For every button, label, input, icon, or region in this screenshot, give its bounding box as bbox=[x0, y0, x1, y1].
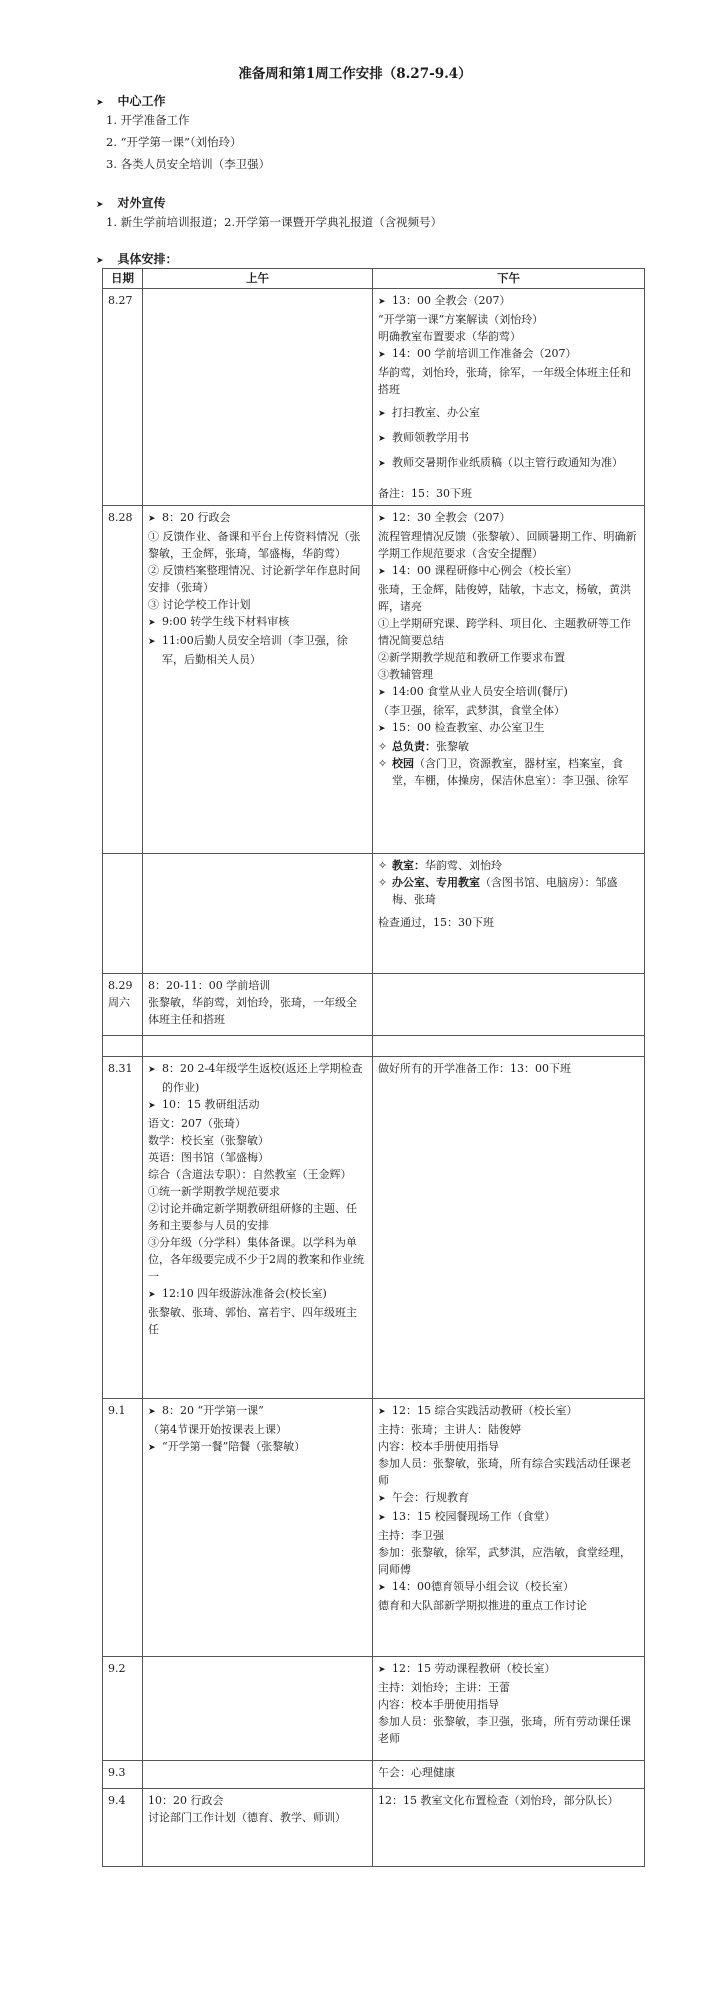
play-arrow-icon: ➤ bbox=[378, 724, 386, 734]
afternoon-item-text: 教师交暑期作业纸质稿（以主管行政通知为准） bbox=[392, 456, 623, 469]
morning-item: ① 反馈作业、备课和平台上传资料情况（张黎敏，王金辉，张琦，邹盛梅，华韵莺） bbox=[148, 530, 361, 560]
afternoon-item-text: （含图书馆、电脑房）：邹盛梅、张琦 bbox=[392, 876, 618, 906]
morning-item-text: 8：20 “开学第一课” bbox=[162, 1404, 264, 1417]
play-arrow-icon: ➤ bbox=[378, 434, 386, 444]
play-arrow-icon: ➤ bbox=[378, 688, 386, 698]
play-arrow-icon: ➤ bbox=[378, 350, 386, 360]
play-arrow-icon: ➤ bbox=[378, 297, 386, 307]
date-text: 8.29 bbox=[108, 979, 133, 992]
diamond-bullet-icon: ✧ bbox=[378, 757, 388, 770]
morning-cell bbox=[143, 1399, 373, 1657]
afternoon-item bbox=[378, 454, 639, 473]
afternoon-item: 12：15 教室文化布置检查（刘怡玲，部分队长） bbox=[378, 1794, 619, 1807]
diamond-bullet-icon: ✧ bbox=[378, 859, 388, 872]
afternoon-item: 张琦，王金辉，陆俊婷，陆敏，卞志文，杨敏，黄洪晖，诸亮 bbox=[378, 583, 631, 613]
play-arrow-icon: ➤ bbox=[148, 618, 156, 628]
morning-item-text: “开学第一餐”陪餐（张黎敏） bbox=[162, 1440, 306, 1453]
afternoon-item bbox=[378, 1508, 639, 1527]
section-heading-publicity: ➤ 对外宣传 bbox=[96, 196, 166, 210]
morning-cell bbox=[143, 974, 373, 1036]
morning-cell bbox=[143, 1789, 373, 1867]
morning-item: ③ 讨论学校工作计划 bbox=[148, 598, 251, 611]
afternoon-item-text: 午会：行规教育 bbox=[392, 1491, 469, 1504]
date-text: 8.28 bbox=[108, 511, 133, 524]
play-arrow-icon: ➤ bbox=[378, 1513, 386, 1523]
table-header-row bbox=[103, 269, 645, 289]
morning-item bbox=[148, 1060, 367, 1096]
afternoon-item bbox=[378, 1402, 639, 1421]
play-arrow-icon: ➤ bbox=[148, 1290, 156, 1300]
table-row bbox=[103, 1057, 645, 1399]
play-arrow-icon: ➤ bbox=[148, 637, 156, 647]
morning-item bbox=[148, 1285, 367, 1304]
afternoon-item bbox=[378, 683, 639, 702]
afternoon-item: 参加人员：张黎敏，李卫强，张琦，所有劳动课任课老师 bbox=[378, 1715, 631, 1745]
afternoon-item: 备注：15：30下班 bbox=[378, 487, 472, 500]
morning-item bbox=[148, 509, 367, 528]
empty-cell bbox=[103, 1036, 143, 1057]
afternoon-item-text: 张黎敏 bbox=[436, 740, 469, 753]
afternoon-item-text: 14:00 食堂从业人员安全培训(餐厅) bbox=[392, 685, 568, 698]
date-cell bbox=[103, 974, 143, 1036]
play-arrow-icon: ➤ bbox=[96, 256, 104, 266]
date-text: 9.4 bbox=[108, 1794, 126, 1807]
afternoon-item bbox=[378, 429, 639, 448]
morning-item-text: 8：20 行政会 bbox=[162, 511, 231, 524]
date-text: 8.27 bbox=[108, 294, 133, 307]
afternoon-cell bbox=[373, 1789, 645, 1867]
afternoon-item bbox=[378, 755, 639, 789]
morning-item-text: 10：15 教研组活动 bbox=[162, 1098, 260, 1111]
afternoon-item: ③教辅管理 bbox=[378, 668, 433, 681]
afternoon-item: 内容：校本手册使用指导 bbox=[378, 1698, 499, 1711]
morning-cell bbox=[143, 854, 373, 974]
play-arrow-icon: ➤ bbox=[378, 567, 386, 577]
date-cell bbox=[103, 1057, 143, 1399]
afternoon-item: 德育和大队部新学期拟推进的重点工作讨论 bbox=[378, 1599, 587, 1612]
afternoon-item: 参加：张黎敏，徐军，武梦淇，应浩敏，食堂经理，同师傅 bbox=[378, 1546, 631, 1576]
afternoon-item-text: 15：00 检查教室、办公室卫生 bbox=[392, 721, 545, 734]
afternoon-item: 参加人员：张黎敏，张琦，所有综合实践活动任课老师 bbox=[378, 1457, 631, 1487]
morning-cell bbox=[143, 289, 373, 506]
morning-item bbox=[148, 613, 367, 632]
morning-item: （第4节课开始按课表上课） bbox=[148, 1423, 287, 1436]
afternoon-item bbox=[378, 404, 639, 423]
morning-cell bbox=[143, 1657, 373, 1761]
morning-item-text: 11:00后勤人员安全培训（李卫强，徐军，后勤相关人员） bbox=[162, 634, 348, 666]
afternoon-item-text: （含门卫，资源教室，器材室，档案室，食堂，车棚，体操房，保洁休息室）：李卫强、徐军 bbox=[392, 757, 629, 787]
morning-item: 语文：207（张琦） bbox=[148, 1117, 246, 1130]
afternoon-item bbox=[378, 1489, 639, 1508]
morning-item: 张黎敏，华韵莺，刘怡玲，张琦，一年级全体班主任和搭班 bbox=[148, 996, 357, 1026]
afternoon-item: 午会：心理健康 bbox=[378, 1766, 455, 1779]
morning-item-text: 9:00 转学生线下材料审核 bbox=[162, 615, 290, 628]
date-text: 9.2 bbox=[108, 1662, 126, 1675]
afternoon-item: 主持：张琦；主讲人：陆俊婷 bbox=[378, 1423, 521, 1436]
table-row bbox=[103, 289, 645, 506]
afternoon-item: 明确教室布置要求（华韵莺） bbox=[378, 330, 521, 343]
morning-item: ② 反馈档案整理情况、讨论新学年作息时间安排（张琦） bbox=[148, 564, 361, 594]
morning-item-text: 8：20 2-4年级学生返校(返还上学期检查的作业) bbox=[162, 1062, 363, 1094]
afternoon-item-text: 14：00 课程研修中心例会（校长室） bbox=[392, 564, 578, 577]
afternoon-item: 主持：刘怡玲；主讲：王蕾 bbox=[378, 1681, 510, 1694]
afternoon-item: 华韵莺，刘怡玲，张琦，徐军，一年级全体班主任和搭班 bbox=[378, 366, 631, 396]
afternoon-cell bbox=[373, 506, 645, 854]
afternoon-cell bbox=[373, 974, 645, 1036]
date-text: 8.31 bbox=[108, 1062, 133, 1075]
afternoon-item-text: 打扫教室、办公室 bbox=[392, 406, 480, 419]
afternoon-item-label: 办公室、专用教室 bbox=[392, 876, 480, 889]
play-arrow-icon: ➤ bbox=[96, 200, 104, 210]
publicity-item-1: 1. 新生学前培训报道；2.开学第一课暨开学典礼报道（含视频号） bbox=[106, 215, 443, 229]
afternoon-cell bbox=[373, 1761, 645, 1789]
date-text: 周六 bbox=[108, 996, 130, 1009]
morning-item bbox=[148, 1438, 367, 1457]
table-row bbox=[103, 1789, 645, 1867]
center-item-1: 1. 开学准备工作 bbox=[106, 113, 190, 127]
morning-item: 数学：校长室（张黎敏） bbox=[148, 1134, 269, 1147]
morning-item: ①统一新学期教学规范要求 bbox=[148, 1185, 280, 1198]
header-date: 日期 bbox=[103, 269, 143, 289]
afternoon-item bbox=[378, 509, 639, 528]
afternoon-cell bbox=[373, 1399, 645, 1657]
afternoon-item-text: 13：15 校园餐现场工作（食堂） bbox=[392, 1510, 556, 1523]
afternoon-item: 内容：校本手册使用指导 bbox=[378, 1440, 499, 1453]
afternoon-item bbox=[378, 738, 639, 755]
play-arrow-icon: ➤ bbox=[378, 1583, 386, 1593]
afternoon-item-text: 12：30 全教会（207） bbox=[392, 511, 511, 524]
morning-item: 英语：图书馆（邹盛梅） bbox=[148, 1151, 269, 1164]
date-cell bbox=[103, 289, 143, 506]
afternoon-item-label: 总负责： bbox=[392, 740, 436, 753]
empty-cell bbox=[143, 1036, 373, 1057]
play-arrow-icon: ➤ bbox=[148, 1407, 156, 1417]
afternoon-item-text: 教师领教学用书 bbox=[392, 431, 469, 444]
morning-cell bbox=[143, 1057, 373, 1399]
play-arrow-icon: ➤ bbox=[148, 514, 156, 524]
morning-cell bbox=[143, 506, 373, 854]
table-row bbox=[103, 1657, 645, 1761]
play-arrow-icon: ➤ bbox=[378, 1407, 386, 1417]
afternoon-cell bbox=[373, 289, 645, 506]
afternoon-item: ①上学期研究课、跨学科、项目化、主题教研等工作情况简要总结 bbox=[378, 617, 631, 647]
morning-item: 张黎敏、张琦、郭怡、富若宇、四年级班主任 bbox=[148, 1306, 357, 1336]
diamond-bullet-icon: ✧ bbox=[378, 876, 388, 889]
table-row bbox=[103, 1036, 645, 1057]
table-body bbox=[103, 289, 645, 1867]
table-row bbox=[103, 1399, 645, 1657]
afternoon-cell bbox=[373, 1057, 645, 1399]
afternoon-item-text: 12：15 综合实践活动教研（校长室） bbox=[392, 1404, 578, 1417]
afternoon-item-label: 教室： bbox=[392, 859, 425, 872]
play-arrow-icon: ➤ bbox=[378, 409, 386, 419]
afternoon-item-text: 13：00 全教会（207） bbox=[392, 294, 511, 307]
afternoon-item: 做好所有的开学准备工作：13：00下班 bbox=[378, 1062, 571, 1075]
section-heading-center: ➤ 中心工作 bbox=[96, 94, 166, 108]
header-morning: 上午 bbox=[143, 269, 373, 289]
table-row bbox=[103, 854, 645, 974]
afternoon-item: “开学第一课”方案解读（刘怡玲） bbox=[378, 313, 544, 326]
play-arrow-icon: ➤ bbox=[148, 1443, 156, 1453]
afternoon-item: 流程管理情况反馈（张黎敏）、回顾暑期工作、明确新学期工作规范要求（含安全提醒） bbox=[378, 530, 637, 560]
morning-item: 10：20 行政会 bbox=[148, 1794, 224, 1807]
date-cell bbox=[103, 1761, 143, 1789]
center-item-2: 2. “开学第一课”（刘怡玲） bbox=[106, 135, 242, 149]
center-item-3: 3. 各类人员安全培训（李卫强） bbox=[106, 157, 271, 171]
date-cell bbox=[103, 506, 143, 854]
diamond-bullet-icon: ✧ bbox=[378, 740, 388, 753]
afternoon-item bbox=[378, 562, 639, 581]
afternoon-item bbox=[378, 345, 639, 364]
play-arrow-icon: ➤ bbox=[96, 98, 104, 108]
morning-item: 8：20-11：00 学前培训 bbox=[148, 979, 271, 992]
afternoon-item bbox=[378, 874, 639, 908]
date-text: 9.1 bbox=[108, 1404, 126, 1417]
table-row bbox=[103, 974, 645, 1036]
afternoon-item bbox=[378, 719, 639, 738]
date-cell bbox=[103, 1789, 143, 1867]
afternoon-item-text: 12：15 劳动课程教研（校长室） bbox=[392, 1662, 556, 1675]
play-arrow-icon: ➤ bbox=[378, 1665, 386, 1675]
morning-item: 综合（含道法专职）：自然教室（王金辉） bbox=[148, 1168, 352, 1181]
afternoon-cell bbox=[373, 1657, 645, 1761]
afternoon-item bbox=[378, 1578, 639, 1597]
afternoon-item bbox=[378, 857, 639, 874]
afternoon-item: ②新学期教学规范和教研工作要求布置 bbox=[378, 651, 565, 664]
play-arrow-icon: ➤ bbox=[148, 1065, 156, 1075]
afternoon-item: 主持：李卫强 bbox=[378, 1529, 444, 1542]
afternoon-item bbox=[378, 1660, 639, 1679]
header-afternoon: 下午 bbox=[373, 269, 645, 289]
morning-item bbox=[148, 1096, 367, 1115]
afternoon-item bbox=[378, 292, 639, 311]
date-cell bbox=[103, 1657, 143, 1761]
document-title: 准备周和第1周工作安排（8.27-9.4） bbox=[238, 66, 472, 82]
play-arrow-icon: ➤ bbox=[378, 459, 386, 469]
play-arrow-icon: ➤ bbox=[148, 1101, 156, 1111]
afternoon-item-text: 14：00德育领导小组会议（校长室） bbox=[392, 1580, 574, 1593]
morning-item: 讨论部门工作计划（德育、教学、师训） bbox=[148, 1811, 346, 1824]
afternoon-item: （李卫强，徐军，武梦淇，食堂全体） bbox=[378, 704, 565, 717]
afternoon-item-text: 14：00 学前培训工作准备会（207） bbox=[392, 347, 577, 360]
date-text: 9.3 bbox=[108, 1766, 126, 1779]
table-row bbox=[103, 1761, 645, 1789]
play-arrow-icon: ➤ bbox=[378, 1494, 386, 1504]
morning-cell bbox=[143, 1761, 373, 1789]
morning-item-text: 12:10 四年级游泳准备会(校长室) bbox=[162, 1287, 327, 1300]
empty-cell bbox=[373, 1036, 645, 1057]
afternoon-item: 检查通过，15：30下班 bbox=[378, 916, 494, 929]
date-cell bbox=[103, 854, 143, 974]
date-cell bbox=[103, 1399, 143, 1657]
morning-item bbox=[148, 632, 367, 668]
afternoon-item-label: 校园 bbox=[392, 757, 414, 770]
play-arrow-icon: ➤ bbox=[378, 514, 386, 524]
afternoon-item-text: 华韵莺、刘怡玲 bbox=[425, 859, 502, 872]
morning-item: ②讨论并确定新学期教研组研修的主题、任务和主要参与人员的安排 bbox=[148, 1202, 357, 1232]
afternoon-cell bbox=[373, 854, 645, 974]
morning-item bbox=[148, 1402, 367, 1421]
schedule-table bbox=[102, 268, 645, 1867]
morning-item: ③分年级（分学科）集体备课。以学科为单位，各年级要完成不少于2周的教案和作业统一 bbox=[148, 1236, 364, 1283]
table-row bbox=[103, 506, 645, 854]
section-heading-schedule: ➤ 具体安排： bbox=[96, 252, 178, 266]
